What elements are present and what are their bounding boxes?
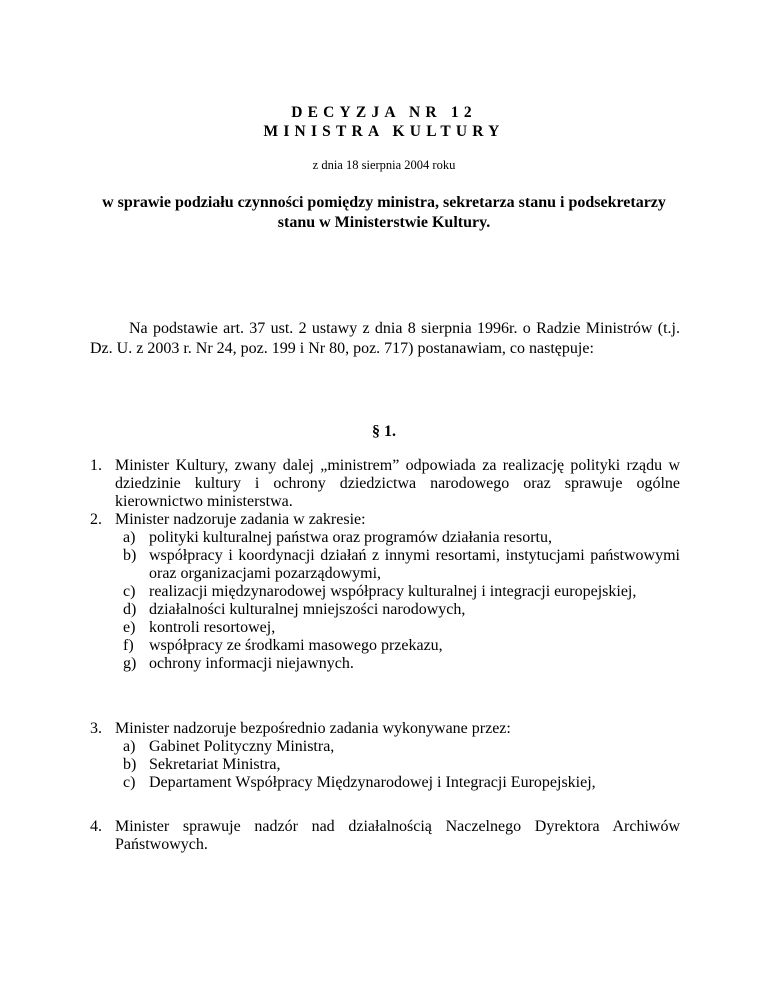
document-date: z dnia 18 sierpnia 2004 roku xyxy=(312,158,456,172)
sub-list-item-letter: c) xyxy=(123,774,136,791)
sub-list-item-text: Sekretariat Ministra, xyxy=(149,756,281,773)
sub-list-item-text: ochrony informacji niejawnych. xyxy=(149,655,354,672)
sub-list-item-text: współpracy i koordynacji działań z innymi resortami, instytucjami państwowymi oraz organizacjami pozarządowymi, xyxy=(149,547,680,582)
sub-list-item-text: kontroli resortowej, xyxy=(149,619,276,636)
sub-list-item-letter: e) xyxy=(123,619,136,636)
sub-list-item xyxy=(123,619,680,637)
list-item-text: Minister nadzoruje bezpośrednio zadania wykonywane przez: xyxy=(115,720,511,737)
sub-list xyxy=(115,529,680,673)
section-mark: § 1. xyxy=(372,423,396,440)
sub-list-item-letter: b) xyxy=(123,547,137,564)
sub-list-item xyxy=(123,756,680,774)
sub-list-item-letter: d) xyxy=(123,601,137,618)
list-item-text: Minister nadzoruje zadania w zakresie: xyxy=(115,511,366,528)
sub-list-item-text: realizacji międzynarodowej współpracy kulturalnej i integracji europejskiej, xyxy=(149,583,637,600)
sub-list xyxy=(115,738,680,792)
sub-list-item xyxy=(123,583,680,601)
sub-list-item-letter: c) xyxy=(123,583,136,600)
sub-list-item xyxy=(123,637,680,655)
sub-list-item-text: działalności kulturalnej mniejszości narodowych, xyxy=(149,601,466,618)
list-item-number: 1. xyxy=(90,457,102,474)
list-item-number: 4. xyxy=(90,818,102,835)
decision-title: DECYZJA NR 12 xyxy=(291,104,477,121)
sub-list-item-text: współpracy ze środkami masowego przekazu, xyxy=(149,637,443,654)
list-item xyxy=(90,511,680,673)
list-item-number: 3. xyxy=(90,720,102,737)
sub-list-item xyxy=(123,738,680,756)
sub-list-item xyxy=(123,547,680,583)
sub-list-item xyxy=(123,655,680,673)
sub-list-item xyxy=(123,774,680,792)
list-item xyxy=(90,818,680,854)
sub-list-item-letter: f) xyxy=(123,637,134,654)
sub-list-item xyxy=(123,601,680,619)
list-item xyxy=(90,720,680,792)
sub-list-item-letter: a) xyxy=(123,738,136,755)
sub-list-item-letter: a) xyxy=(123,529,136,546)
issuer-title: MINISTRA KULTURY xyxy=(263,123,505,140)
list-item-text: Minister Kultury, zwany dalej „ministrem” odpowiada za realizację polityki rządu w dziedzinie kultury i ochrony dziedzictwa narodowego oraz sprawuje ogólne kierownictwo ministerstwa. xyxy=(115,457,680,510)
list-item-text: Minister sprawuje nadzór nad działalnością Naczelnego Dyrektora Archiwów Państwowych. xyxy=(115,818,680,853)
legal-basis-paragraph: Na podstawie art. 37 ust. 2 ustawy z dnia 8 sierpnia 1996r. o Radzie Ministrów (t.j. Dz. U. z 2003 r. Nr 24, poz. 199 i Nr 80, poz. 717) postanawiam, co następuje: xyxy=(90,320,680,357)
list-item xyxy=(90,457,680,511)
list-item-number: 2. xyxy=(90,511,102,528)
sub-list-item-letter: g) xyxy=(123,655,137,672)
sub-list-item-text: polityki kulturalnej państwa oraz programów działania resortu, xyxy=(149,529,552,546)
sub-list-item-text: Departament Współpracy Międzynarodowej i Integracji Europejskiej, xyxy=(149,774,596,791)
sub-list-item xyxy=(123,529,680,547)
document-subject: w sprawie podziału czynności pomiędzy ministra, sekretarza stanu i podsekretarzy stanu w Ministerstwie Kultury. xyxy=(102,194,666,231)
sub-list-item-letter: b) xyxy=(123,756,137,773)
sub-list-item-text: Gabinet Polityczny Ministra, xyxy=(149,738,335,755)
